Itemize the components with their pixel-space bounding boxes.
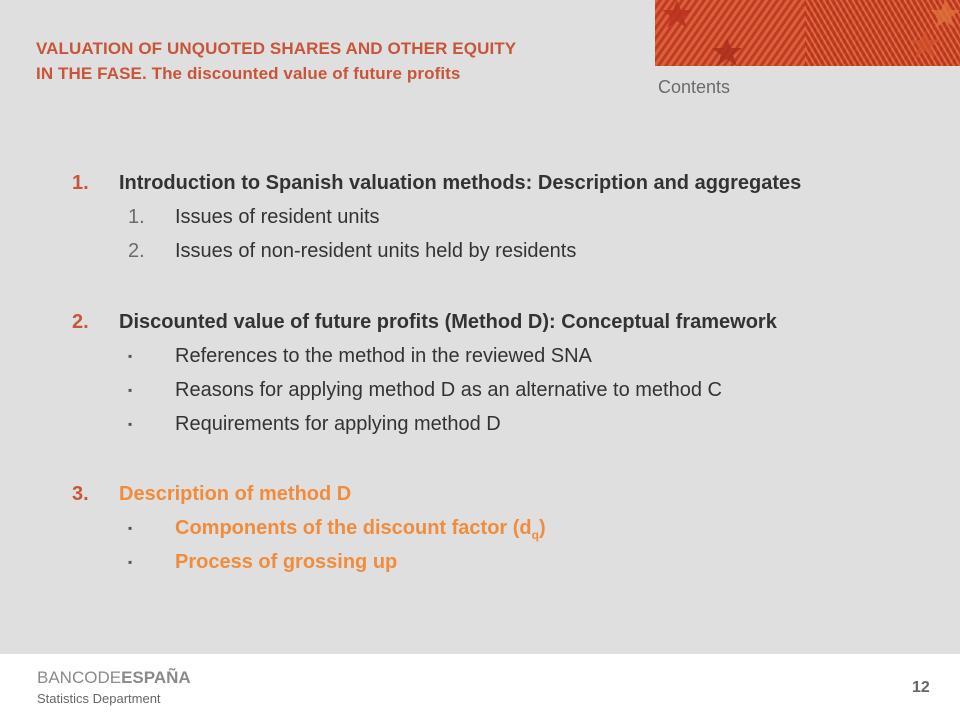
toc-item-text: Issues of non-resident units held by residents — [175, 240, 577, 262]
logo-part-banco: BANCO — [37, 668, 98, 687]
toc-item-text: Reasons for applying method D as an alternative to method C — [175, 379, 722, 401]
slide-title — [36, 36, 646, 86]
square-bullet-icon: ▪ — [128, 417, 133, 431]
logo-part-espana: ESPAÑA — [121, 668, 191, 687]
square-bullet-icon: ▪ — [128, 521, 133, 535]
logo-part-de: DE — [97, 668, 122, 687]
page-number: 12 — [912, 679, 930, 696]
footer — [0, 654, 960, 720]
toc-item-text — [175, 511, 546, 545]
toc-item-text: Requirements for applying method D — [175, 413, 501, 435]
toc-item-text: Issues of resident units — [175, 206, 380, 228]
square-bullet-icon: ▪ — [128, 349, 133, 363]
spanish-flag-banner — [655, 0, 960, 66]
toc-section-1-number: 1. — [72, 172, 89, 194]
toc-item-text-suffix: ) — [539, 517, 546, 539]
toc-item-number: 1. — [128, 206, 145, 228]
slide-title-line2: IN THE FASE. The discounted value of future profits — [36, 64, 461, 83]
contents-label: Contents — [658, 77, 731, 97]
toc-section-3-number: 3. — [72, 483, 89, 505]
toc-item-subscript: q — [531, 528, 539, 542]
square-bullet-icon: ▪ — [128, 383, 133, 397]
toc-section-2-number: 2. — [72, 311, 89, 333]
toc-item-number: 2. — [128, 240, 145, 262]
department-label: Statistics Department — [37, 691, 161, 706]
toc-section-1-title: Introduction to Spanish valuation methods: Description and aggregates — [119, 172, 802, 194]
toc-item-text: References to the method in the reviewed SNA — [175, 345, 592, 367]
toc-section-3-title: Description of method D — [119, 483, 352, 505]
toc-section-2-title: Discounted value of future profits (Method D): Conceptual framework — [119, 311, 777, 333]
square-bullet-icon: ▪ — [128, 555, 133, 569]
toc-item-text-main: Components of the discount factor (d — [175, 517, 532, 539]
toc-item-text: Process of grossing up — [175, 551, 398, 573]
banco-de-espana-logo — [37, 668, 191, 688]
slide-title-line1: VALUATION OF UNQUOTED SHARES AND OTHER EQUITY — [36, 39, 517, 58]
